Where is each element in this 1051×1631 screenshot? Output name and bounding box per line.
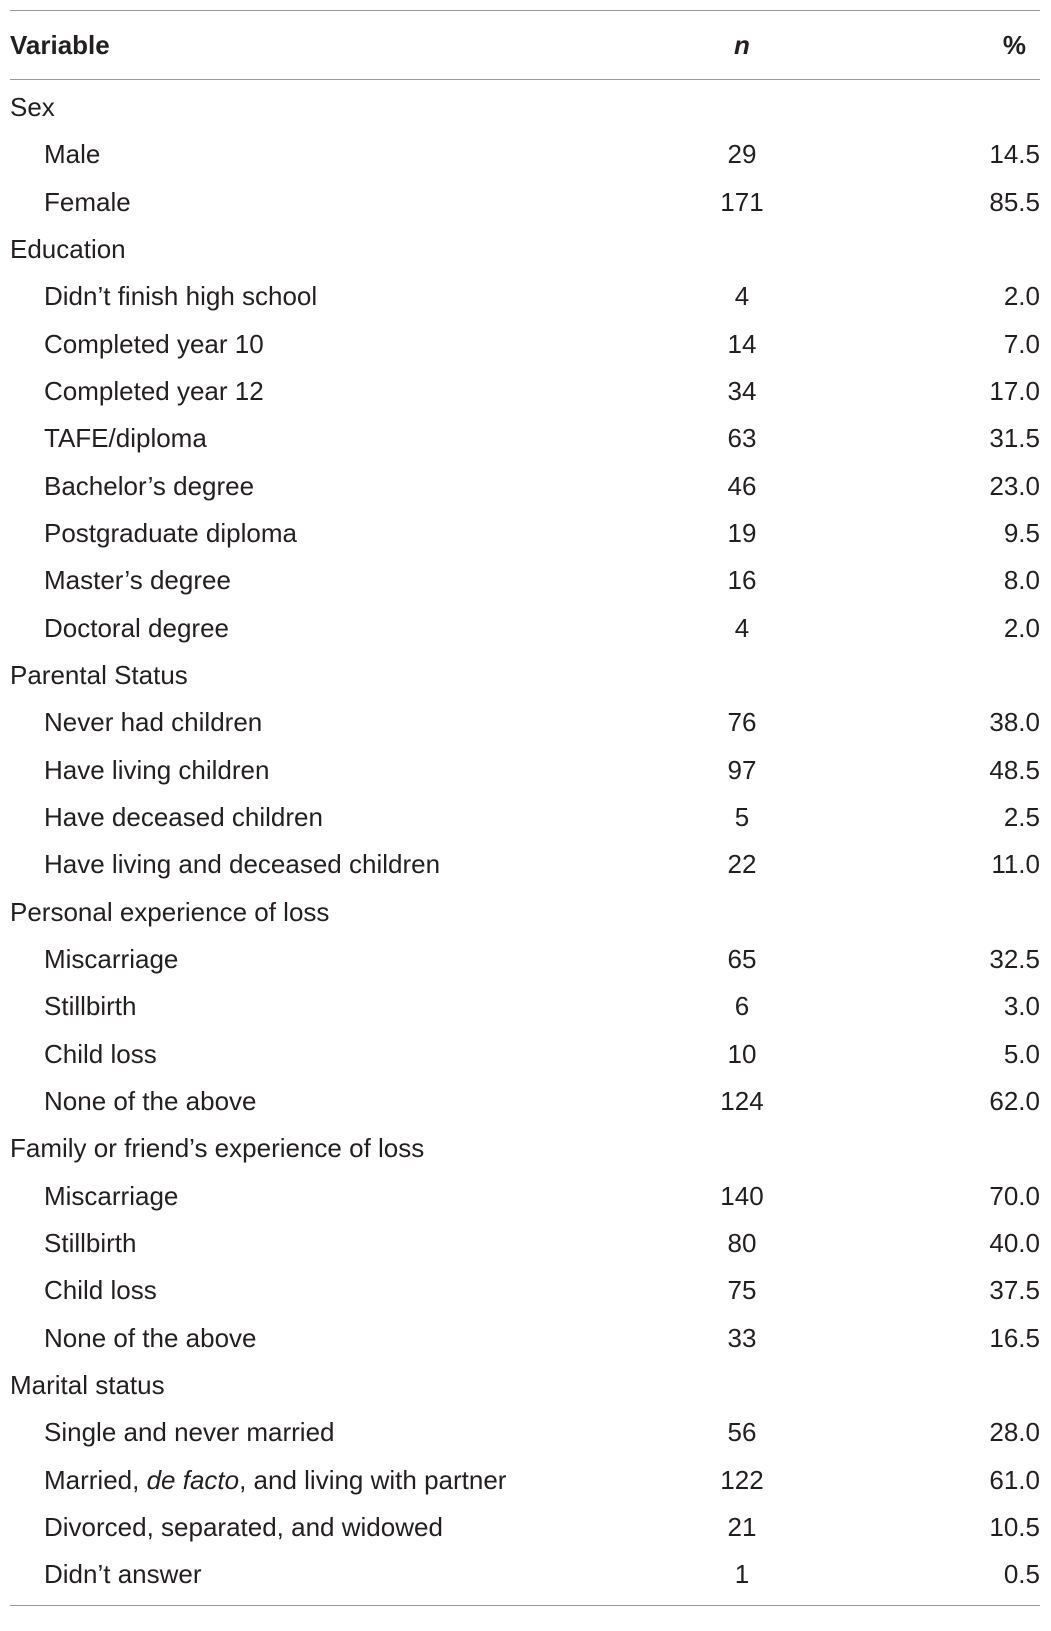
row-percent: 37.5 xyxy=(989,1275,1040,1306)
table-row xyxy=(10,1267,1040,1314)
row-n: 122 xyxy=(720,1464,764,1495)
row-n: 171 xyxy=(720,186,764,217)
row-percent: 9.5 xyxy=(1003,518,1040,549)
row-percent: 23.0 xyxy=(989,470,1040,501)
table-row xyxy=(10,794,1040,841)
row-n: 46 xyxy=(727,470,757,501)
row-label: Stillbirth xyxy=(44,991,137,1022)
row-n: 124 xyxy=(720,1086,764,1117)
row-n: 97 xyxy=(727,754,757,785)
table-row xyxy=(10,463,1040,510)
row-label: Bachelor’s degree xyxy=(44,470,255,501)
row-percent: 48.5 xyxy=(989,754,1040,785)
row-label: Have living and deceased children xyxy=(44,849,441,880)
group-row xyxy=(10,1362,1040,1409)
row-label: Divorced, separated, and widowed xyxy=(44,1512,443,1542)
row-n: 14 xyxy=(727,328,757,359)
row-n: 21 xyxy=(727,1512,757,1542)
row-label: Miscarriage xyxy=(44,1180,179,1211)
table-row xyxy=(10,841,1040,888)
row-n: 140 xyxy=(720,1180,764,1211)
group-label: Education xyxy=(10,234,126,265)
table-row xyxy=(10,983,1040,1030)
table-row xyxy=(10,321,1040,368)
row-label: Single and never married xyxy=(44,1417,335,1448)
row-label: Miscarriage xyxy=(44,944,179,975)
group-row xyxy=(10,889,1040,936)
group-label: Family or friend’s experience of loss xyxy=(10,1133,425,1164)
row-percent: 7.0 xyxy=(1003,328,1040,359)
row-label: Master’s degree xyxy=(44,565,231,596)
demographics-table xyxy=(10,10,1040,1606)
row-label: Postgraduate diploma xyxy=(44,518,297,549)
row-label: Have deceased children xyxy=(44,802,323,833)
row-percent: 61.0 xyxy=(989,1464,1040,1495)
row-n: 34 xyxy=(727,376,757,407)
row-label: Didn’t answer xyxy=(44,1559,202,1590)
row-n: 16 xyxy=(727,565,757,596)
table-row xyxy=(10,557,1040,604)
row-label-part: , and living with partner xyxy=(239,1464,507,1495)
header-variable: Variable xyxy=(10,29,110,60)
row-percent: 2.5 xyxy=(1003,802,1040,833)
row-percent: 8.0 xyxy=(1003,565,1040,596)
row-n: 65 xyxy=(727,944,757,975)
group-label: Marital status xyxy=(10,1370,165,1401)
table-row xyxy=(10,605,1040,652)
row-percent: 70.0 xyxy=(989,1180,1040,1211)
row-n: 6 xyxy=(734,991,750,1022)
table-row xyxy=(10,1078,1040,1125)
table-body xyxy=(10,84,1040,1599)
table-row xyxy=(10,1220,1040,1267)
row-percent: 31.5 xyxy=(989,423,1040,454)
table-row xyxy=(10,1457,1040,1504)
row-n: 75 xyxy=(727,1275,757,1306)
group-row xyxy=(10,84,1040,131)
row-percent: 40.0 xyxy=(989,1228,1040,1259)
row-label-part: Married, xyxy=(44,1464,147,1495)
row-n: 10 xyxy=(727,1038,757,1069)
row-percent: 11.0 xyxy=(991,849,1040,880)
row-n: 56 xyxy=(727,1417,757,1448)
row-percent: 10.5 xyxy=(989,1512,1040,1542)
row-label: None of the above xyxy=(44,1086,257,1117)
row-percent: 62.0 xyxy=(989,1086,1040,1117)
table-row xyxy=(10,936,1040,983)
row-percent: 5.0 xyxy=(1003,1038,1040,1069)
group-row xyxy=(10,652,1040,699)
table-row xyxy=(10,1504,1040,1551)
table-row xyxy=(10,747,1040,794)
row-label: Child loss xyxy=(44,1275,157,1306)
table-header xyxy=(10,11,1040,79)
row-label xyxy=(44,1457,506,1504)
table-row xyxy=(10,368,1040,415)
group-label: Sex xyxy=(10,92,55,123)
row-n: 80 xyxy=(727,1228,757,1259)
table-row xyxy=(10,415,1040,462)
group-label: Parental Status xyxy=(10,660,188,691)
row-label: Male xyxy=(44,139,101,170)
row-percent: 0.5 xyxy=(1003,1559,1040,1590)
row-n: 22 xyxy=(727,849,757,880)
table-row xyxy=(10,1551,1040,1598)
table-row xyxy=(10,131,1040,178)
row-label: Have living children xyxy=(44,754,270,785)
row-label: Child loss xyxy=(44,1038,157,1069)
table-row xyxy=(10,179,1040,226)
row-n: 33 xyxy=(727,1322,757,1353)
header-rule xyxy=(10,79,1040,80)
row-percent: 32.5 xyxy=(989,944,1040,975)
row-label-part: de facto xyxy=(146,1464,240,1495)
header-percent: % xyxy=(1002,29,1026,60)
row-percent: 38.0 xyxy=(989,707,1040,738)
row-n: 1 xyxy=(734,1559,750,1590)
row-n: 63 xyxy=(727,423,757,454)
row-n: 29 xyxy=(727,139,757,170)
table-row xyxy=(10,1031,1040,1078)
row-n: 5 xyxy=(734,802,750,833)
row-percent: 2.0 xyxy=(1003,281,1040,312)
table-row xyxy=(10,1173,1040,1220)
row-label: Female xyxy=(44,186,131,217)
table-row xyxy=(10,699,1040,746)
group-label: Personal experience of loss xyxy=(10,896,330,927)
row-n: 4 xyxy=(734,612,750,643)
table-row xyxy=(10,510,1040,557)
row-percent: 16.5 xyxy=(989,1322,1040,1353)
bottom-rule xyxy=(10,1605,1040,1606)
row-percent: 14.5 xyxy=(989,139,1040,170)
header-n: n xyxy=(734,29,750,60)
row-n: 76 xyxy=(727,707,757,738)
row-label: Didn’t finish high school xyxy=(44,281,318,312)
row-label: Doctoral degree xyxy=(44,612,229,643)
row-label: None of the above xyxy=(44,1322,257,1353)
row-percent: 85.5 xyxy=(989,186,1040,217)
row-label: Stillbirth xyxy=(44,1228,137,1259)
row-label: Completed year 10 xyxy=(44,328,264,359)
row-percent: 3.0 xyxy=(1003,991,1040,1022)
row-label: TAFE/diploma xyxy=(44,423,207,454)
row-percent: 28.0 xyxy=(989,1417,1040,1448)
row-label: Completed year 12 xyxy=(44,376,264,407)
group-row xyxy=(10,1125,1040,1172)
table-row xyxy=(10,1315,1040,1362)
row-n: 19 xyxy=(727,518,757,549)
table-row xyxy=(10,273,1040,320)
table-row xyxy=(10,1409,1040,1456)
row-n: 4 xyxy=(734,281,750,312)
row-percent: 2.0 xyxy=(1003,612,1040,643)
row-percent: 17.0 xyxy=(989,376,1040,407)
row-label: Never had children xyxy=(44,707,263,738)
group-row xyxy=(10,226,1040,273)
